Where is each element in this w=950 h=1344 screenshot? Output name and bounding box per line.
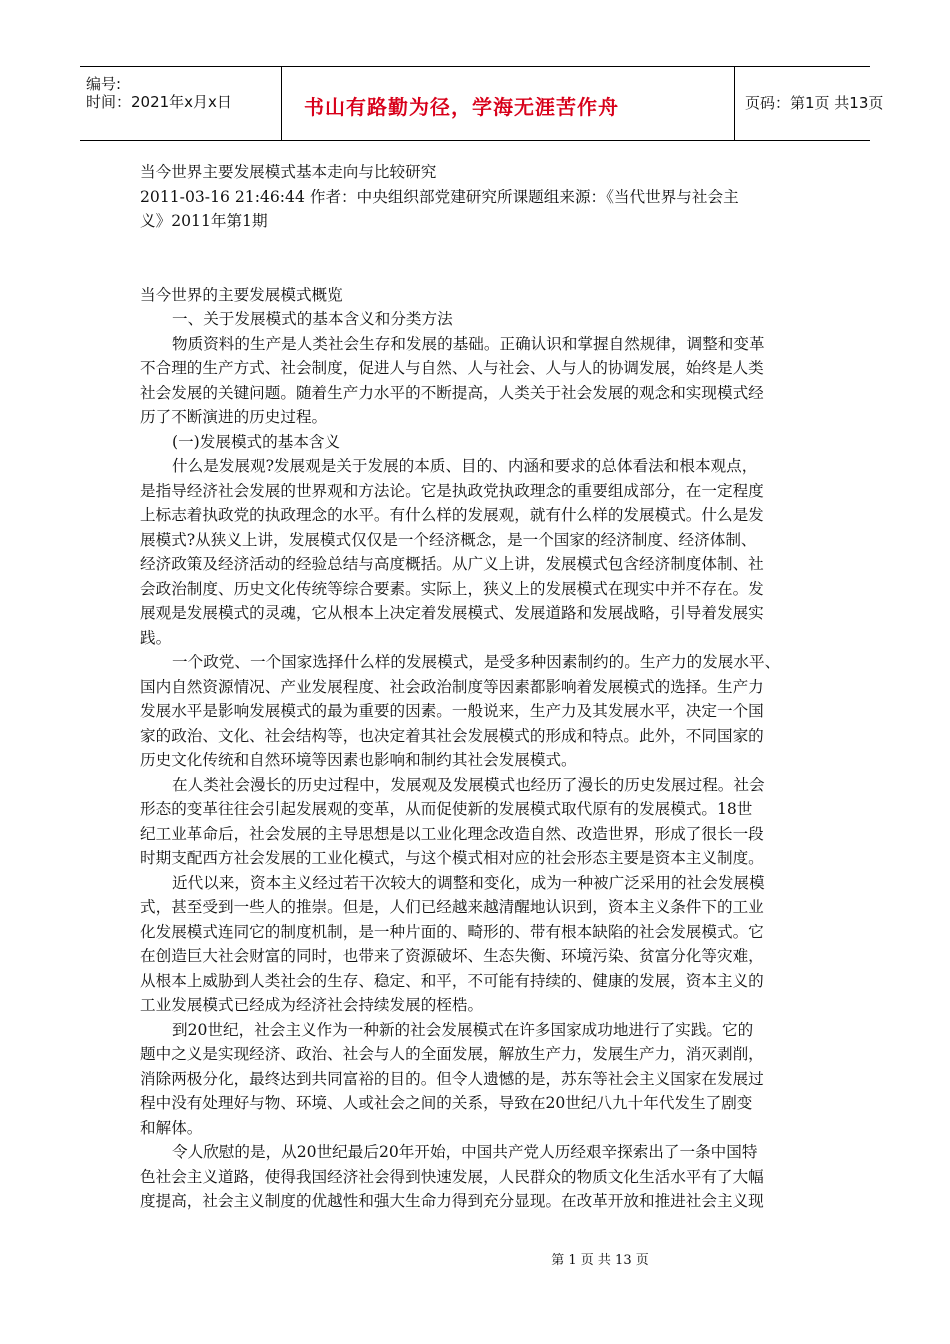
paragraph-line: 经济政策及经济活动的经验总结与高度概括。从广义上讲，发展模式包含经济制度体制、社 xyxy=(140,555,764,573)
number-label: 编号: xyxy=(86,75,122,93)
article-meta-cont: 义》2011年第1期 xyxy=(140,212,268,230)
paragraph-line: 会政治制度、历史文化传统等综合要素。实际上，狭义上的发展模式在现实中并不存在。发 xyxy=(140,579,764,598)
header-right-cell xyxy=(735,67,884,140)
paragraph-line: 题中之义是实现经济、政治、社会与人的全面发展，解放生产力，发展生产力，消灭剥削， xyxy=(140,1045,764,1063)
paragraph-line: 和解体。 xyxy=(140,1118,203,1137)
article-body xyxy=(140,160,814,1214)
subsection-heading: (一)发展模式的基本含义 xyxy=(172,432,341,451)
paragraph-line: 历史文化传统和自然环境等因素也影响和制约其社会发展模式。 xyxy=(140,751,577,769)
paragraph-line: 展观是发展模式的灵魂，它从根本上决定着发展模式、发展道路和发展战略，引导着发展实 xyxy=(140,604,764,622)
page-footer: 第 1 页 共 13 页 xyxy=(551,1253,649,1268)
header-motto: 书山有路勤为径，学海无涯苦作舟 xyxy=(304,95,619,119)
paragraph-line: 时期支配西方社会发展的工业化模式，与这个模式相对应的社会形态主要是资本主义制度。 xyxy=(140,849,764,867)
paragraph-line: 物质资料的生产是人类社会生存和发展的基础。正确认识和掌握自然规律，调整和变革 xyxy=(172,334,765,353)
paragraph-line: 践。 xyxy=(140,628,172,647)
paragraph-line: 国内自然资源情况、产业发展程度、社会政治制度等因素都影响着发展模式的选择。生产力 xyxy=(140,677,764,696)
section-title: 当今世界的主要发展模式概览 xyxy=(140,285,343,304)
paragraph-line: 形态的变革往往会引起发展观的变革，从而促使新的发展模式取代原有的发展模式。18世 xyxy=(140,800,753,818)
paragraph-line: 不合理的生产方式、社会制度，促进人与自然、人与社会、人与人的协调发展，始终是人类 xyxy=(140,359,764,377)
paragraph-line: 家的政治、文化、社会结构等，也决定着其社会发展模式的形成和特点。此外，不同国家的 xyxy=(140,726,764,745)
paragraph-7 xyxy=(140,1140,814,1214)
paragraph-5 xyxy=(140,871,814,1018)
paragraph-6 xyxy=(140,1018,814,1141)
paragraph-line: 工业发展模式已经成为经济社会持续发展的桎梏。 xyxy=(140,996,484,1014)
paragraph-4 xyxy=(140,773,814,871)
paragraph-line: 近代以来，资本主义经过若干次较大的调整和变化，成为一种被广泛采用的社会发展模 xyxy=(172,873,765,892)
subsection-heading: 一、关于发展模式的基本含义和分类方法 xyxy=(172,310,453,328)
paragraph-line: 发展水平是影响发展模式的最为重要的因素。一般说来，生产力及其发展水平，决定一个国 xyxy=(140,702,764,720)
paragraph-line: 在创造巨大社会财富的同时，也带来了资源破坏、生态失衡、环境污染、贫富分化等灾难， xyxy=(140,947,764,965)
page-info: 页码：第1页 共13页 xyxy=(745,94,884,112)
paragraph-line: 程中没有处理好与物、环境、人或社会之间的关系，导致在20世纪八九十年代发生了剧变 xyxy=(140,1094,753,1112)
paragraph-line: 什么是发展观?发展观是关于发展的本质、目的、内涵和要求的总体看法和根本观点， xyxy=(172,457,758,475)
paragraph-line: 式，甚至受到一些人的推崇。但是，人们已经越来越清醒地认识到，资本主义条件下的工业 xyxy=(140,898,764,916)
paragraph-line: 上标志着执政党的执政理念的水平。有什么样的发展观，就有什么样的发展模式。什么是发 xyxy=(140,506,764,524)
paragraph-line: 一个政党、一个国家选择什么样的发展模式，是受多种因素制约的。生产力的发展水平、 xyxy=(172,653,781,671)
paragraph-line: 到20世纪，社会主义作为一种新的社会发展模式在许多国家成功地进行了实践。它的 xyxy=(172,1020,754,1039)
article-meta: 2011-03-16 21:46:44 作者：中央组织部党建研究所课题组来源：《当代世界与社会主 xyxy=(140,187,739,206)
paragraph-line: 历了不断演进的历史过程。 xyxy=(140,408,328,426)
paragraph-line: 社会发展的关键问题。随着生产力水平的不断提高，人类关于社会发展的观念和实现模式经 xyxy=(140,383,764,402)
paragraph-line: 化发展模式连同它的制度机制，是一种片面的、畸形的、带有根本缺陷的社会发展模式。它 xyxy=(140,922,764,941)
paragraph-line: 从根本上威胁到人类社会的生存、稳定、和平，不可能有持续的、健康的发展，资本主义的 xyxy=(140,971,764,990)
document-header xyxy=(80,66,884,141)
paragraph-line: 色社会主义道路，使得我国经济社会得到快速发展，人民群众的物质文化生活水平有了大幅 xyxy=(140,1167,764,1186)
paragraph-line: 是指导经济社会发展的世界观和方法论。它是执政党执政理念的重要组成部分，在一定程度 xyxy=(140,481,764,500)
header-center-cell xyxy=(282,67,735,140)
paragraph-1 xyxy=(140,332,814,430)
header-left-cell xyxy=(80,67,282,140)
paragraph-2 xyxy=(140,454,814,650)
article-title: 当今世界主要发展模式基本走向与比较研究 xyxy=(140,163,437,181)
paragraph-3 xyxy=(140,650,814,773)
paragraph-line: 在人类社会漫长的历史过程中，发展观及发展模式也经历了漫长的历史发展过程。社会 xyxy=(172,775,765,794)
time-label: 时间：2021年x月x日 xyxy=(86,93,232,111)
paragraph-line: 展模式?从狭义上讲，发展模式仅仅是一个经济概念，是一个国家的经济制度、经济体制、 xyxy=(140,530,757,549)
paragraph-line: 度提高，社会主义制度的优越性和强大生命力得到充分显现。在改革开放和推进社会主义现 xyxy=(140,1192,764,1210)
paragraph-line: 令人欣慰的是，从20世纪最后20年开始，中国共产党人历经艰辛探索出了一条中国特 xyxy=(172,1143,758,1161)
paragraph-line: 纪工业革命后，社会发展的主导思想是以工业化理念改造自然、改造世界，形成了很长一段 xyxy=(140,824,764,843)
paragraph-line: 消除两极分化，最终达到共同富裕的目的。但令人遗憾的是，苏东等社会主义国家在发展过 xyxy=(140,1069,764,1088)
